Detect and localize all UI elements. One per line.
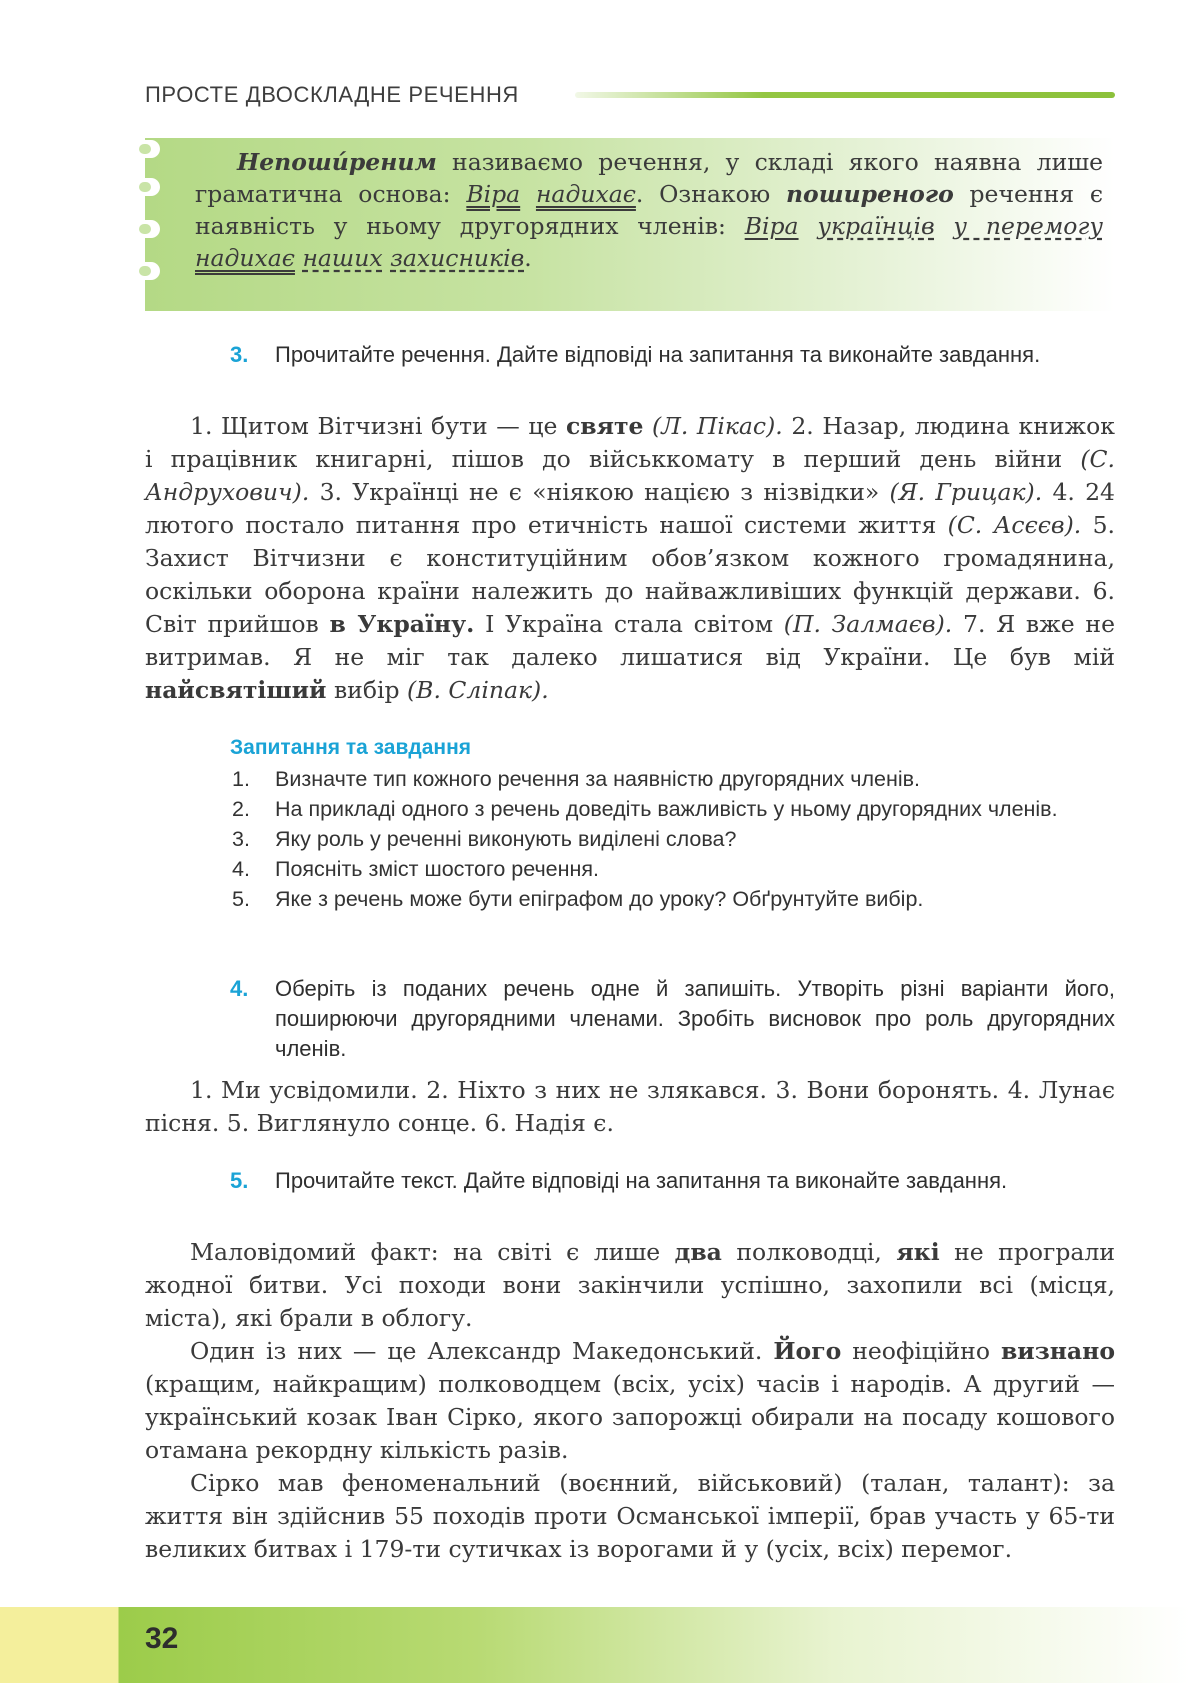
task-number: 4. <box>230 976 249 1001</box>
notebook-ring-icon <box>136 140 160 158</box>
author-citation: (С. Асєєв). <box>947 511 1093 539</box>
questions-heading: Запитання та завдання <box>230 736 472 759</box>
term-unextended: Непоши́реним <box>237 148 437 176</box>
list-item: 5. Яке з речень може бути епіграфом до уроку? Обґрунтуйте вибір. <box>232 887 924 911</box>
sentences-task-4: 1. Ми усвідомили. 2. Ніхто з них не злякався. 3. Вони боронять. 4. Лунає пісня. 5. Виглянуло сонце. 6. Надія є. <box>145 1076 1115 1137</box>
questions-list <box>230 764 1115 914</box>
notebook-ring-icon <box>136 262 160 280</box>
highlighted-word: в Україну. <box>329 610 475 638</box>
example2-object: у перемогу <box>953 212 1103 240</box>
author-citation: (В. Сліпак). <box>407 676 549 704</box>
author-citation: (С. Андрухович). <box>145 445 1115 506</box>
example-subject: Віра <box>466 180 521 208</box>
task-instruction: Прочитайте текст. Дайте відповіді на запитання та виконайте завдання. <box>275 1168 1008 1193</box>
highlighted-word: визнано <box>1000 1337 1115 1365</box>
term-extended: поширеного <box>785 180 954 208</box>
task-3 <box>230 340 1115 370</box>
definition-box <box>145 138 1115 311</box>
author-citation: (Я. Грицак). <box>889 478 1053 506</box>
task-4 <box>230 974 1115 1064</box>
notebook-ring-icon <box>136 178 160 196</box>
text-task-5: Маловідомий факт: на світі є лише два полководці, які не програли жодної битви. Усі походи вони закінчили успішно, захопили всі (місця, міста), які брали в облогу. Один із них — це Александр Македонський. Його неофіційно визнано (кращим, найкращим) полководцем (всіх, усіх) часів і народів. А другий — український козак Іван Сірко, якого запорожці обирали на посаду кошового отамана рекордну кількість разів. Сірко мав феноменальний (воєнний, військовий) (талан, талант): за життя він здійснив 55 походів проти Османської імперії, брав участь у 65-ти великих битвах і 179-ти сутичках із ворогами й у (усіх, всіх) перемог. <box>145 1238 1115 1563</box>
sentences-task-3: 1. Щитом Вітчизні бути — це святе (Л. Пікас). 2. Назар, людина книжок і працівник книгарні, пішов до військкомату в перший день війни (С. Андрухович). 3. Українці не є «ніякою нацією з нізвідки» (Я. Грицак). 4. 24 лютого постало питання про етичність нашої системи життя (С. Асєєв). 5. Захист Вітчизни є конституційним обов’язком кожного громадянина, оскільки оборона країни належить до найважливіших функцій держави. 6. Світ прийшов в Україну. І Україна стала світом (П. Залмаєв). 7. Я вже не витримав. Я не міг так далеко лишатися від України. Це був мій найсвятіший вибір (В. Сліпак). <box>145 412 1116 704</box>
task-5 <box>230 1166 1115 1196</box>
example2-attribute2: наших <box>302 244 383 272</box>
list-item: 1. Визначте тип кожного речення за наявністю другорядних членів. <box>232 767 920 791</box>
example2-attribute: українців <box>817 212 935 240</box>
definition-text: Непоши́реним називаємо речення, у складі якого наявна лише граматична основа: Віра надихає. Ознакою поширеного речення є наявність у ньому другорядних членів: Віра українців у перемогу надихає наших захисників. <box>195 148 1103 272</box>
header-rule <box>575 92 1115 98</box>
example-predicate: надихає <box>535 180 636 208</box>
list-item: 2. На прикладі одного з речень доведіть важливість у ньому другорядних членів. <box>232 797 1058 821</box>
author-citation: (П. Залмаєв). <box>783 610 964 638</box>
task-number: 5. <box>230 1168 249 1193</box>
highlighted-word: які <box>896 1238 940 1266</box>
example2-predicate: надихає <box>195 244 295 272</box>
page-number: 32 <box>145 1622 179 1655</box>
author-citation: (Л. Пікас). <box>643 412 792 440</box>
task-instruction: Прочитайте речення. Дайте відповіді на запитання та виконайте завдання. <box>275 342 1041 367</box>
section-title: ПРОСТЕ ДВОСКЛАДНЕ РЕЧЕННЯ <box>145 82 519 107</box>
footer-band <box>0 1607 1190 1683</box>
task-instruction: Оберіть із поданих речень одне й запишіть. Утворіть різні варіанти його, поширюючи другорядними членами. Зробіть висновок про роль другорядних членів. <box>275 976 1115 1061</box>
list-item: 3. Яку роль у реченні виконують виділені слова? <box>232 827 737 851</box>
highlighted-word: святе <box>565 412 644 440</box>
notebook-ring-icon <box>136 220 160 238</box>
example2-subject: Віра <box>744 212 799 240</box>
running-header <box>145 80 1115 114</box>
highlighted-word: найсвятіший <box>145 676 327 704</box>
list-item: 4. Поясніть зміст шостого речення. <box>232 857 600 881</box>
highlighted-word: Його <box>773 1337 842 1365</box>
highlighted-word: два <box>674 1238 722 1266</box>
task-number: 3. <box>230 342 249 367</box>
example2-object2: захисників <box>390 244 525 272</box>
